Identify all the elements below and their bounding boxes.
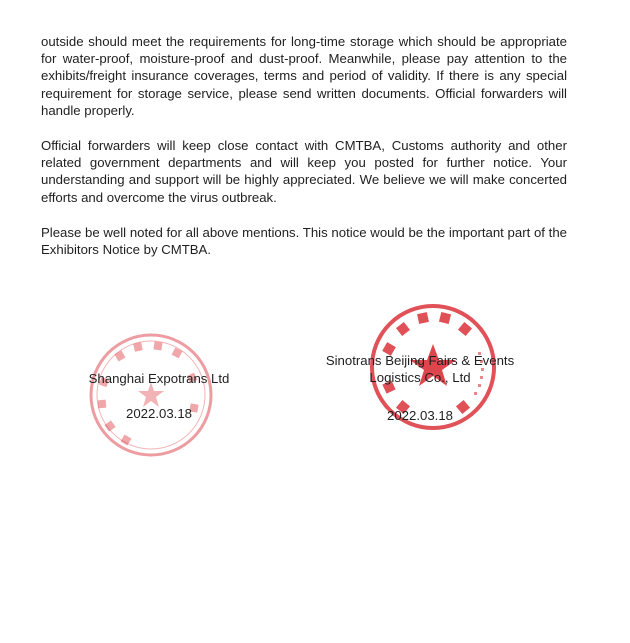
signature-date: 2022.03.18	[125, 406, 192, 421]
paragraph-storage: outside should meet the requirements for long-time storage which should be appropriate for water-proof, moisture-proof and dust-proof. Meanwhile, please pay attention to the exhibits/freight insurance coverages, terms and period of validity. If there is any special requirement for storage service, please send written documents. Official forwarders will handle properly.	[41, 34, 567, 118]
company-name-line1: Sinotrans Beijing Fairs & Events	[325, 353, 515, 368]
company-name: Shanghai Expotrans Ltd	[88, 371, 230, 386]
company-name-line2: Logistics Co., Ltd	[369, 370, 471, 385]
paragraph-contact: Official forwarders will keep close contact with CMTBA, Customs authority and other related government departments and will keep you posted for further notice. Your understanding and support will be highly appreciated. We believe we will make concerted efforts and overcome the virus outbreak.	[41, 138, 567, 205]
signatory-shanghai	[84, 370, 234, 422]
signatory-sinotrans	[315, 352, 525, 424]
notice-body	[41, 33, 567, 276]
signature-date: 2022.03.18	[386, 408, 453, 423]
paragraph-closing: Please be well noted for all above mentions. This notice would be the important part of the Exhibitors Notice by CMTBA.	[41, 224, 567, 258]
